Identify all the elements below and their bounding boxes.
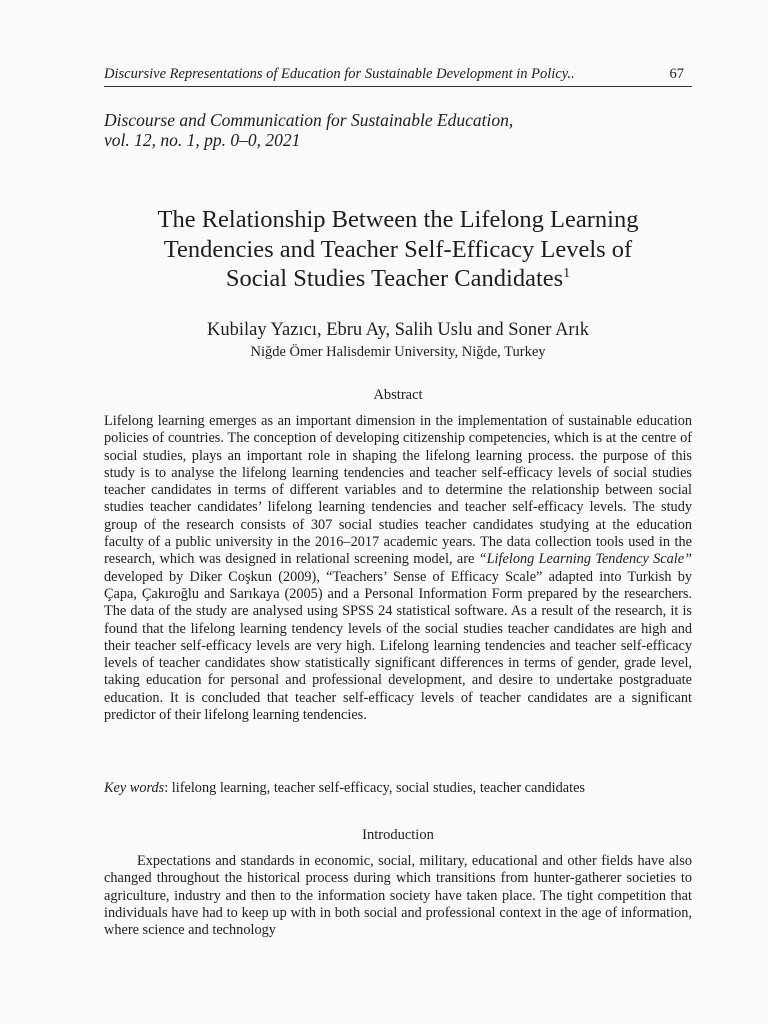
running-head-title: Discursive Representations of Education for Sustainable Development in Policy.. <box>104 66 575 82</box>
abstract-text-2: developed by Diker Coşkun (2009), “Teachers’ Sense of Efficacy Scale” adapted into Turkish by Çapa, Çakıroğlu and Sarıkaya (2005) and a Personal Information Form prepared by the researchers. The data of the study are analysed using SPSS 24 statistical software. As a result of the research, it is found that the lifelong learning tendency levels of the social studies teacher candidates are high and their teacher self-efficacy levels are very high. Lifelong learning tendencies and teacher self-efficacy levels of teacher candidates show statistically significant differences in terms of gender, grade level, taking education for personal and professional development, and desire to undertake postgraduate education. It is concluded that teacher self-efficacy levels of teacher candidates are a significant predictor of their lifelong learning tendencies. <box>104 568 692 724</box>
abstract-scale-name: “Lifelong Learning Tendency Scale” <box>478 551 693 568</box>
introduction-heading: Introduction <box>362 827 434 843</box>
running-head <box>104 66 692 87</box>
keywords-list: : lifelong learning, teacher self-efficacy, social studies, teacher candidates <box>164 780 586 796</box>
footnote-mark[interactable]: 1 <box>563 266 571 281</box>
introduction-paragraph: Expectations and standards in economic, social, military, educational and other fields have also changed throughout the historical process during which transitions from hunter-gatherer societies to agriculture, industry and then to the information society have taken place. The tight competition that individuals have had to keep up with in both social and professional context in the age of information, where science and technology <box>104 853 692 939</box>
journal-name: Discourse and Communication for Sustainable Education, <box>104 110 514 130</box>
article-title <box>104 205 692 294</box>
title-line-3 <box>104 264 692 294</box>
authors: Kubilay Yazıcı, Ebru Ay, Salih Uslu and Soner Arık <box>207 320 589 340</box>
title-line-2: Tendencies and Teacher Self-Efficacy Levels of <box>163 235 633 263</box>
journal-volume: vol. 12, no. 1, pp. 0–0, 2021 <box>104 130 301 150</box>
abstract-text-1: Lifelong learning emerges as an important dimension in the implementation of sustainable education policies of countries. The conception of developing citizenship competencies, which is at the centre of social studies, plays an important role in shaping the lifelong learning process. the purpose of this study is to analyse the lifelong learning tendencies and teacher self-efficacy levels of social studies teacher candidates in terms of different variables and to determine the relationship between social studies teacher candidates’ lifelong learning tendencies and teacher self-efficacy levels. The study group of the research consists of 307 social studies teacher candidates studying at the education faculty of a public university in the 2016–2017 academic years. The data collection tools used in the research, which was designed in relational screening model, are <box>104 413 692 568</box>
title-line-1: The Relationship Between the Lifelong Learning <box>157 206 639 233</box>
keywords-label: Key words <box>104 780 165 796</box>
page-number: 67 <box>669 66 684 82</box>
abstract-heading: Abstract <box>373 387 423 403</box>
keywords <box>104 780 692 797</box>
title-line-3-text: Social Studies Teacher Candidates <box>225 265 564 292</box>
journal-citation <box>104 110 692 150</box>
abstract-body <box>104 413 692 724</box>
affiliation: Niğde Ömer Halisdemir University, Niğde, Turkey <box>250 344 546 360</box>
